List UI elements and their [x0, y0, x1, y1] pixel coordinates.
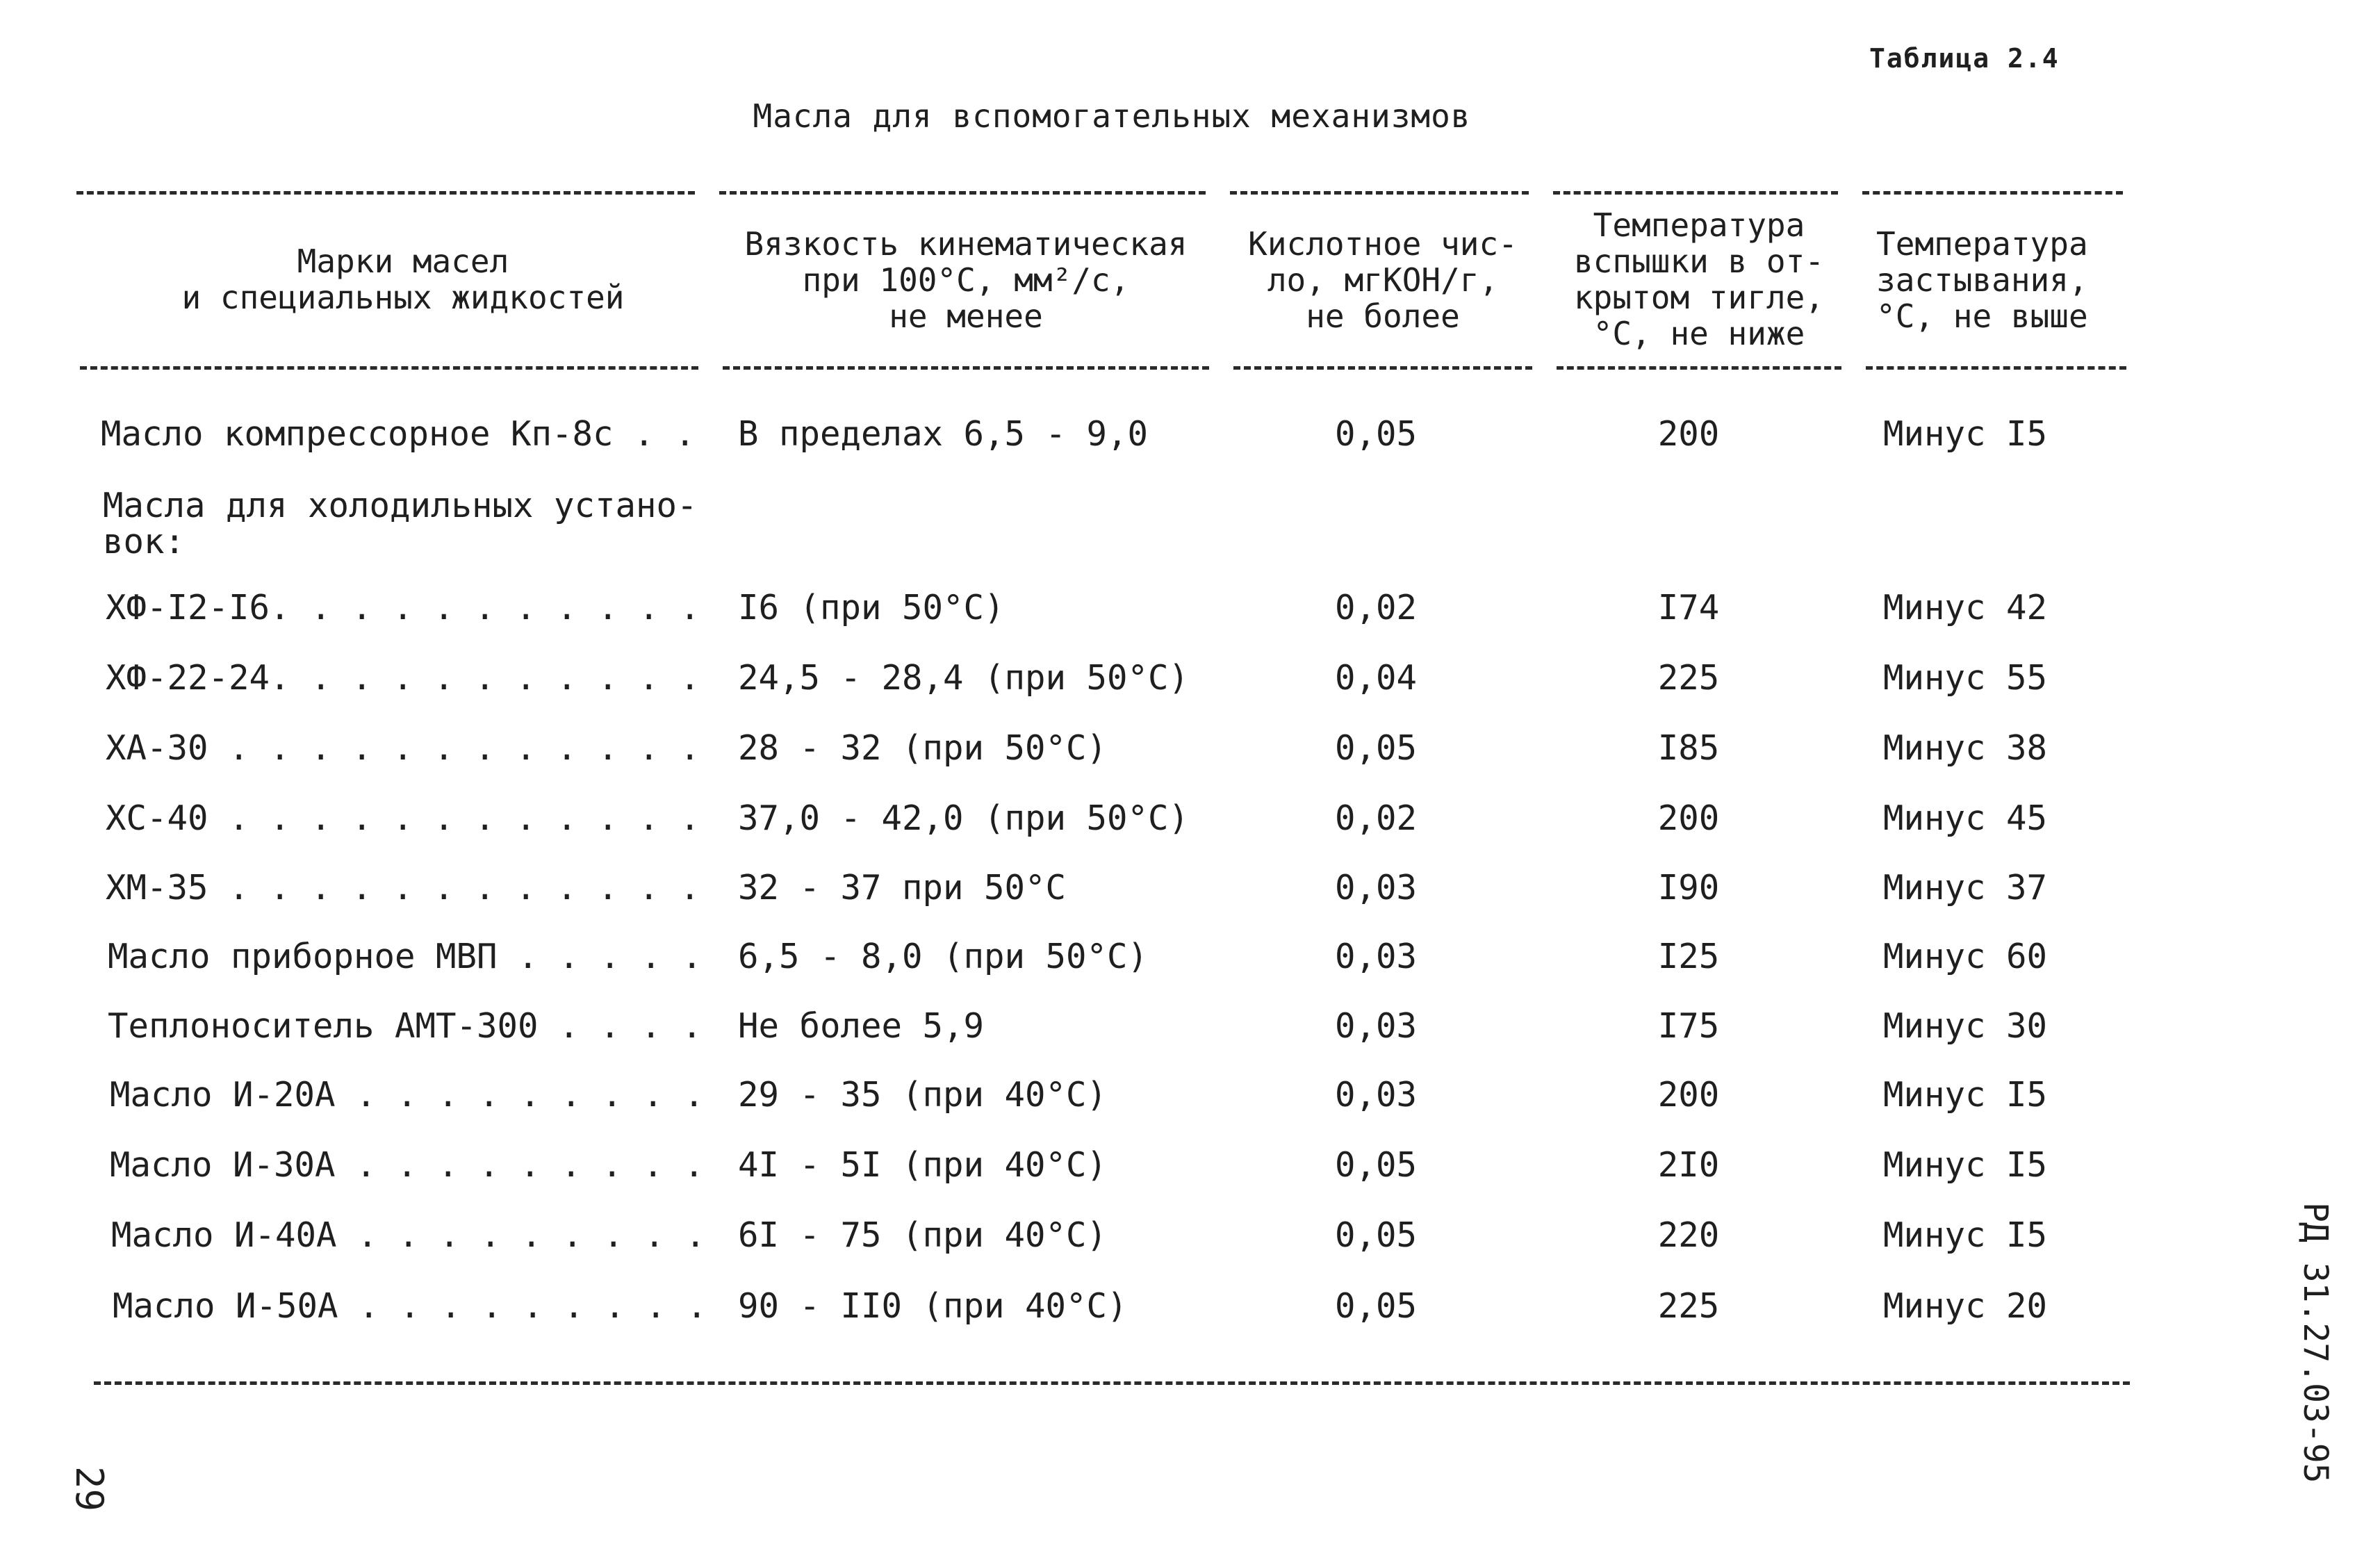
header-top-rule	[76, 191, 695, 195]
table-title: Масла для вспомогательных механизмов	[753, 97, 1471, 135]
header-bottom-rule	[723, 366, 1209, 370]
header-pour: Температура застывания, °С, не выше	[1876, 225, 2088, 335]
header-top-rule	[1553, 191, 1838, 195]
header-bottom-rule	[1233, 366, 1532, 370]
document-page: Таблица 2.4 Масла для вспомогательных механизмов Марки масел и специальных жидкостей Вязкость кинематическая при 100°С, мм²/с, не менее Кислотное чис- ло, мгКОН/г, не более Температура вспышки в от- крытом тигле, °С, не ниже Температура застывания, °С, не выше Масло компрессорное Кп-8с . . В пределах 6,5 - 9,0 0,05 200 Минус I5 Масла для холодильных устано- вок: ХФ-I2-I6. . . . . . . . . . . I6 (при 50°С) 0,02 I74 Минус 42 ХФ-22-24. . . . . . . . . . . 24,5 - 28,4 (при 50°С) 0,04 225 Минус 55 ХА-30 . . . . . . . . . . . . 28 - 32 (при 50°С) 0,05 I85 Минус 38 ХС-40 . . . . . . . . . . . . 37,0 - 42,0 (при 50°С) 0,02 200 Минус 45 ХМ-35 . . . . . . . . . . . . 32 - 37 при 50°С 0,03 I90 Минус 37 Масло приборное МВП . . . . . 6,5 - 8,0 (при 50°С) 0,03 I25 Минус 60 Теплоноситель АМТ-300 . . . . Не более 5,9 0,03 I75 Минус 30 Масло И-20А . . . . . . . . . 29 - 35 (при 40°С) 0,03 200 Минус I5 Масло И-30А . . . . . . . . . 4I - 5I (при 40°С) 0,05 2I0 Минус I5 Масло И-40А . . . . . . . . . 6I - 75 (при 40°С) 0,05 220 Минус I5 Масло И-50А . . . . . . . . . 90 - II0 (при 40°С) 0,05 225 Минус 20 РД 31.27.03-95 29	[0, 0, 2380, 1560]
header-top-rule	[1862, 191, 2123, 195]
header-bottom-rule	[1557, 366, 1841, 370]
header-viscosity: Вязкость кинематическая при 100°С, мм²/с, не менее	[744, 225, 1188, 335]
page-number: 29	[67, 1466, 111, 1512]
header-acid: Кислотное чис- ло, мгКОН/г, не более	[1248, 225, 1518, 335]
table-bottom-rule	[94, 1381, 2130, 1385]
header-name: Марки масел и специальных жидкостей	[181, 243, 625, 316]
table-label: Таблица 2.4	[1869, 43, 2060, 74]
header-top-rule	[1230, 191, 1529, 195]
document-code: РД 31.27.03-95	[2296, 1202, 2335, 1484]
header-bottom-rule	[80, 366, 698, 370]
header-flash: Температура вспышки в от- крытом тигле, °С, не ниже	[1573, 206, 1825, 352]
header-top-rule	[719, 191, 1206, 195]
header-bottom-rule	[1866, 366, 2126, 370]
